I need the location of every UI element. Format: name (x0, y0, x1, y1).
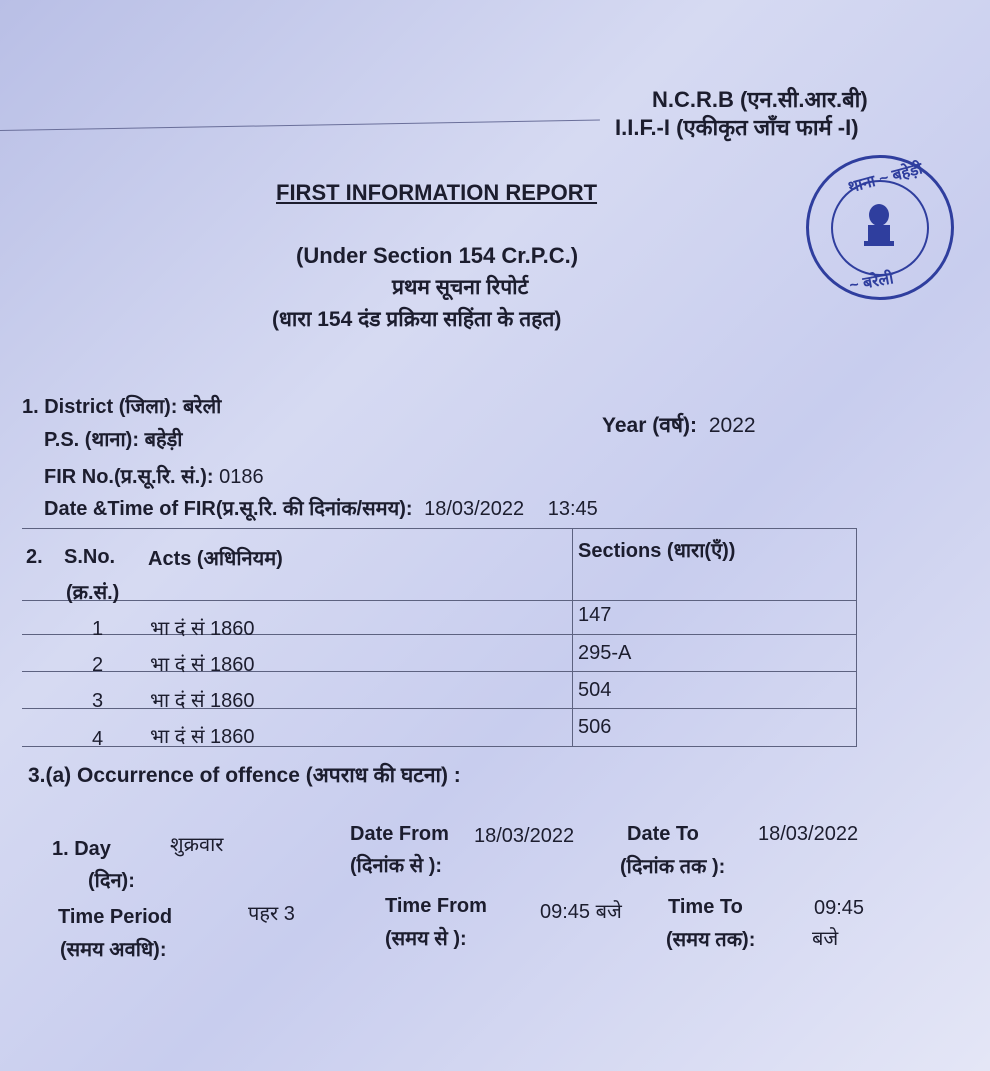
district-value: बरेली (183, 396, 222, 418)
row-4-section: 506 (578, 716, 612, 738)
row-4-act: भा दं सं 1860 (150, 726, 255, 748)
occurrence-heading: 3.(a) Occurrence of offence (अपराध की घटना) : (28, 764, 461, 787)
report-title-hindi: प्रथम सूचना रिपोर्ट (392, 276, 529, 299)
ncrb-label: N.C.R.B (एन.सी.आर.बी) (652, 87, 868, 112)
col-header-acts: Acts (अधिनियम) (148, 548, 283, 570)
seal-top-text: थाना ~ बहेड़ी (846, 160, 925, 197)
police-station-seal (806, 155, 954, 300)
ps-label: P.S. (थाना): (44, 429, 139, 451)
date-to-value: 18/03/2022 (758, 823, 859, 845)
day-label: 1. Day (52, 838, 111, 860)
ps-value: बहेड़ी (144, 429, 183, 451)
time-from-label: Time From (385, 895, 487, 917)
district-row (22, 392, 221, 419)
date-to-label: Date To (627, 823, 699, 845)
report-title: FIRST INFORMATION REPORT (276, 180, 598, 205)
ps-row (44, 425, 182, 452)
year-row (602, 411, 756, 439)
fir-row (44, 462, 264, 489)
time-to-value: 09:45 (814, 897, 865, 919)
section2-number: 2. (26, 546, 43, 568)
day-value: शुक्रवार (170, 834, 224, 856)
time-period-value: पहर 3 (248, 903, 295, 925)
emblem-icon (859, 201, 899, 251)
row-2-section: 295-A (578, 642, 632, 664)
fir-value: 0186 (219, 466, 264, 488)
row-3-sno: 3 (92, 690, 104, 712)
top-rule (0, 120, 600, 131)
date-to-label-hindi: (दिनांक तक ): (620, 856, 726, 878)
date-from-label-hindi: (दिनांक से ): (350, 855, 443, 877)
date-from-label: Date From (350, 823, 449, 845)
time-to-label-hindi: (समय तक): (666, 929, 756, 951)
fir-label: FIR No.(प्र.सू.रि. सं.): (44, 466, 214, 488)
row-1-sno: 1 (92, 618, 104, 640)
fir-datetime-label: Date &Time of FIR(प्र.सू.रि. की दिनांक/समय): (44, 498, 413, 520)
year-label: Year (वर्ष): (602, 414, 698, 437)
row-2-sno: 2 (92, 654, 104, 676)
row-3-section: 504 (578, 679, 612, 701)
row-1-section: 147 (578, 604, 612, 626)
row-4-sno: 4 (92, 728, 104, 750)
fir-date-value: 18/03/2022 (424, 498, 525, 520)
district-label: 1. District (जिला): (22, 396, 178, 418)
iif-label: I.I.F.-I (एकीकृत जाँच फार्म -I) (615, 115, 859, 140)
time-from-label-hindi: (समय से ): (385, 928, 467, 950)
col-header-sno-hindi: (क्र.सं.) (66, 582, 120, 604)
row-2-act: भा दं सं 1860 (150, 654, 255, 676)
row-3-act: भा दं सं 1860 (150, 690, 255, 712)
day-label-hindi: (दिन): (88, 870, 135, 892)
report-section-hindi: (धारा 154 दंड प्रक्रिया सहिंता के तहत) (272, 308, 562, 331)
time-to-label: Time To (668, 896, 743, 918)
report-subtitle: (Under Section 154 Cr.P.C.) (296, 243, 579, 268)
fir-datetime-row (44, 494, 598, 521)
col-header-sections: Sections (धारा(एँ)) (578, 540, 736, 562)
date-from-value: 18/03/2022 (474, 825, 575, 847)
time-from-value: 09:45 बजे (540, 901, 622, 923)
fir-time-value: 13:45 (547, 498, 598, 520)
row-1-act: भा दं सं 1860 (150, 618, 255, 640)
time-to-unit: बजे (812, 928, 839, 950)
col-header-sno: S.No. (64, 546, 116, 568)
time-period-label-hindi: (समय अवधि): (60, 939, 167, 961)
year-value: 2022 (708, 414, 756, 437)
seal-bottom-text: ~ बरेली (848, 270, 895, 295)
time-period-label: Time Period (58, 906, 173, 928)
